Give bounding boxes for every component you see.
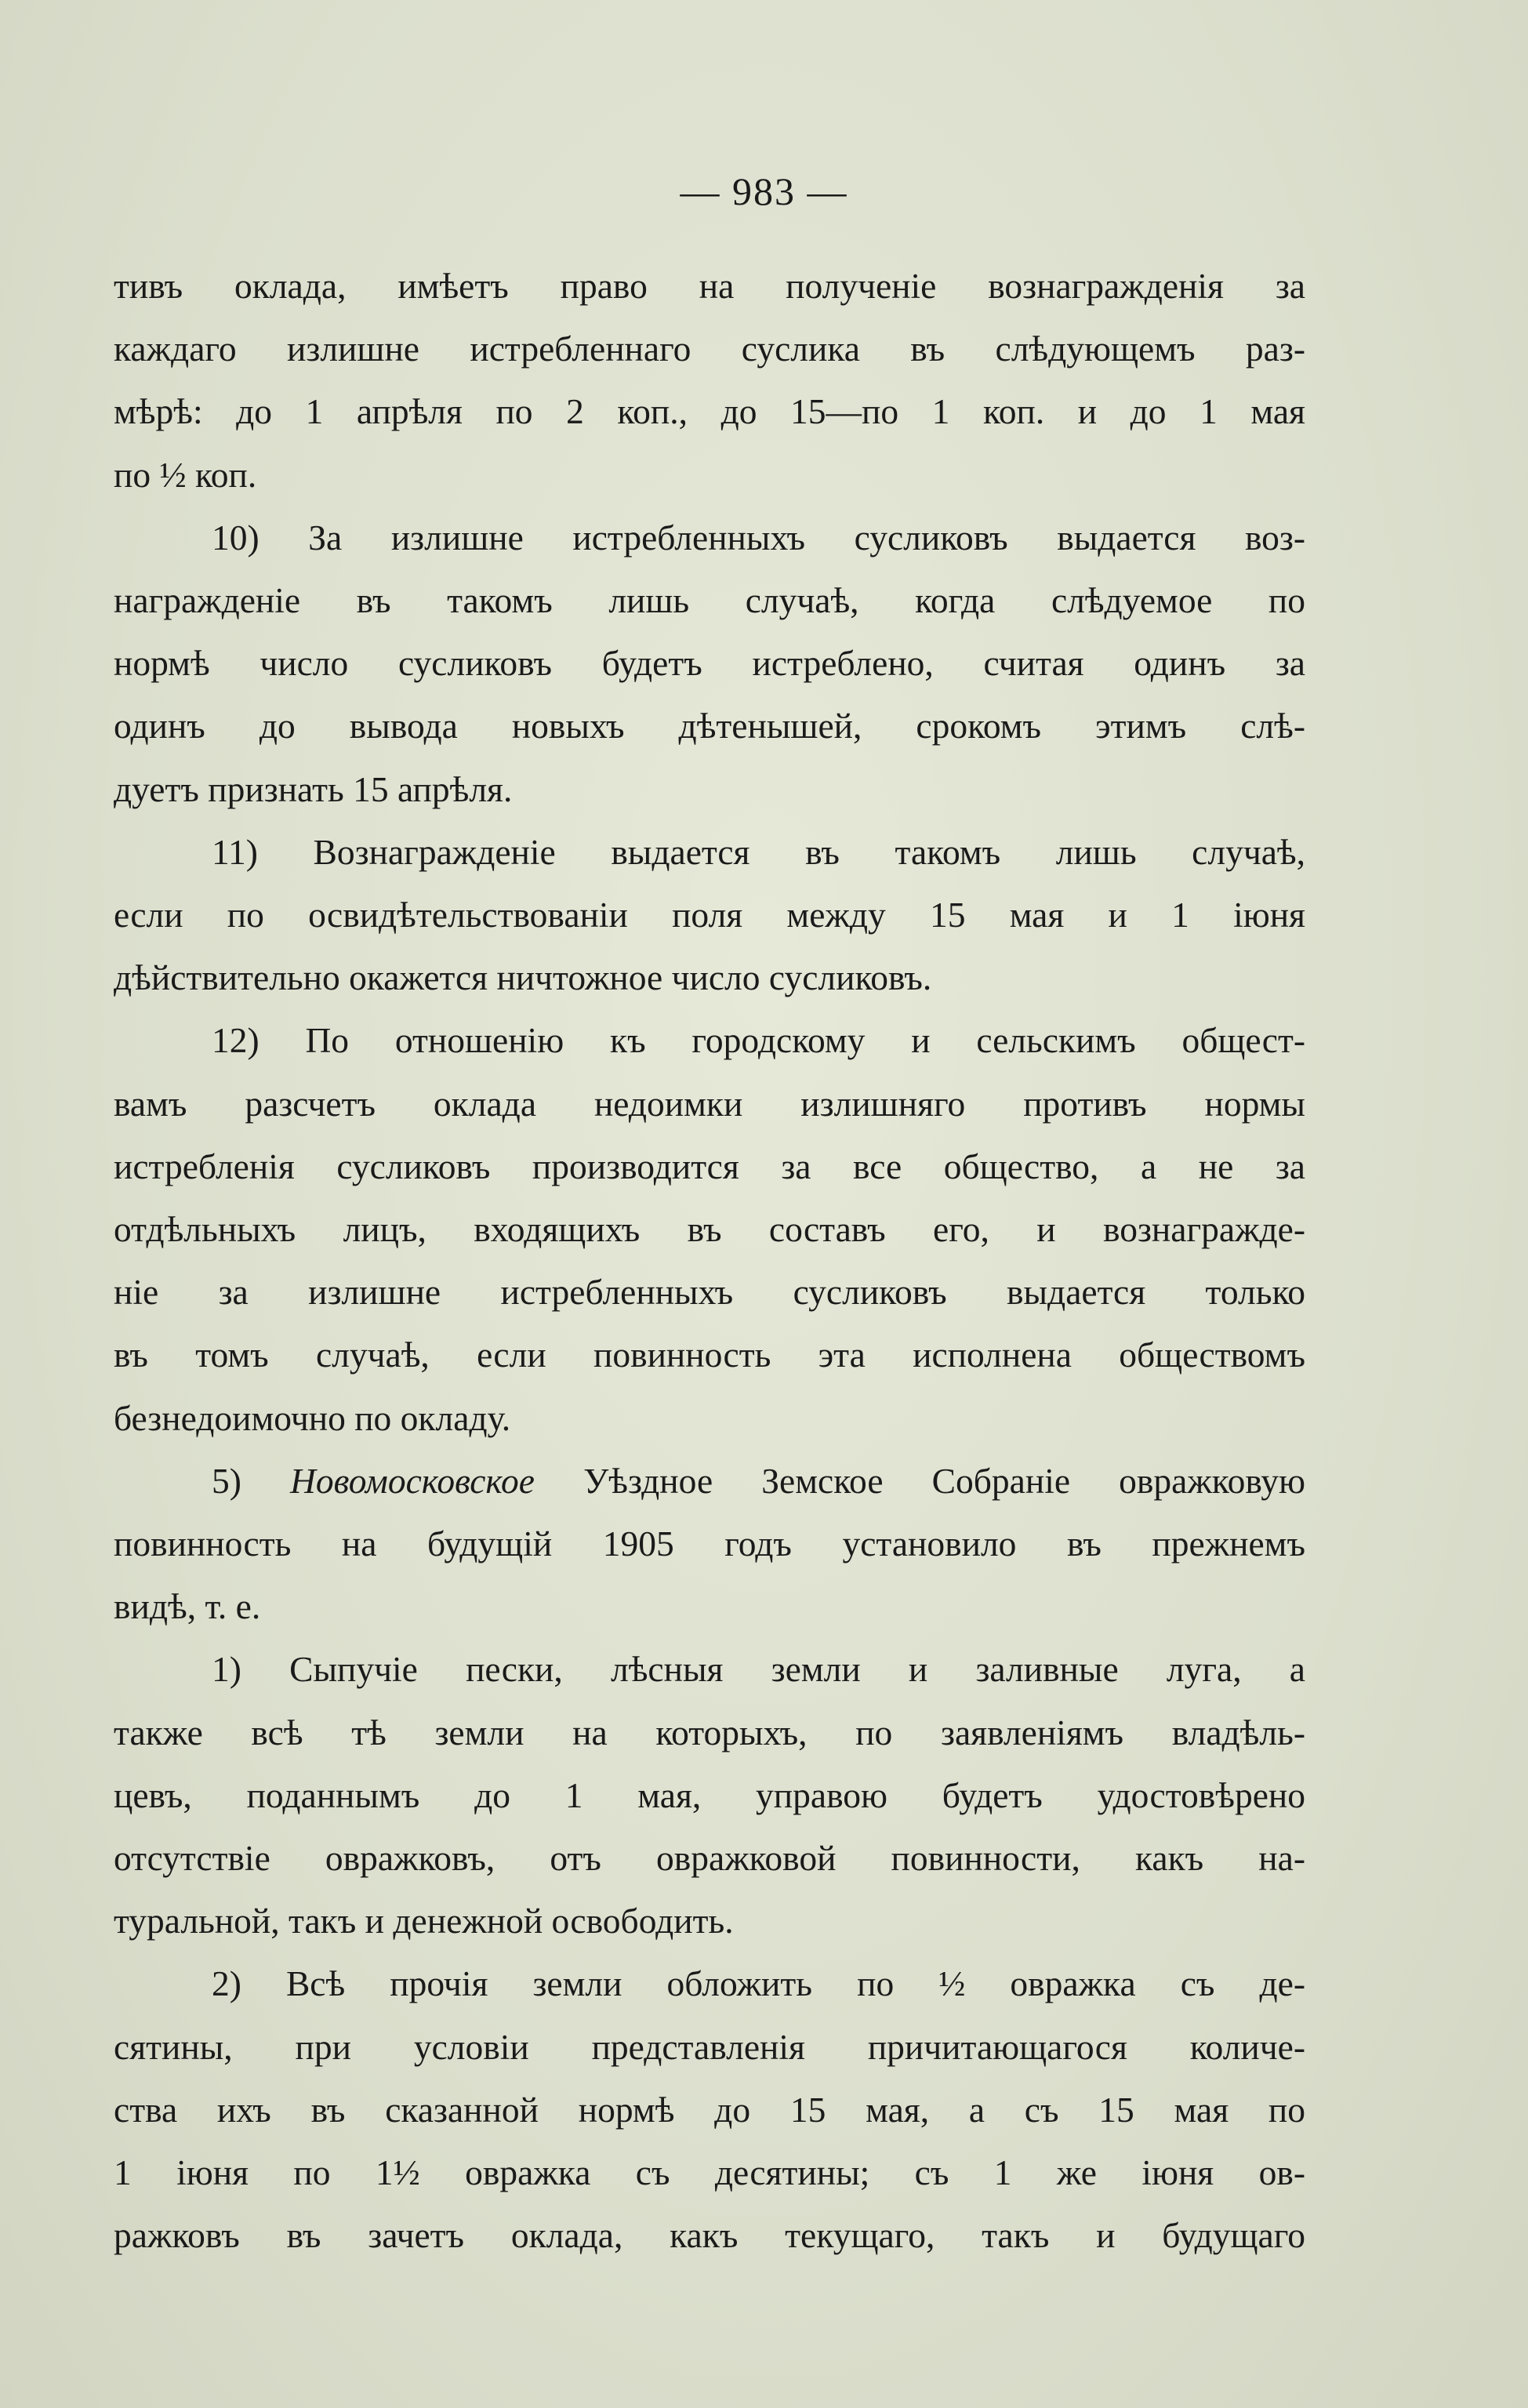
text-line: мѣрѣ: до 1 апрѣля по 2 коп., до 15—по 1 коп. и до 1 мая: [114, 391, 1305, 432]
text-line: 1 іюня по 1½ овражка съ десятины; съ 1 же іюня ов-: [114, 2152, 1305, 2193]
text-line: 10) За излишне истребленныхъ сусликовъ выдается воз-: [212, 517, 1305, 558]
italic-word: Новомосковское: [290, 1460, 535, 1501]
text-line: туральной, такъ и денежной освободить.: [114, 1901, 734, 1941]
text-line: истребленія сусликовъ производится за все общество, а не за: [114, 1146, 1305, 1186]
text-line: дѣйствительно окажется ничтожное число сусликовъ.: [114, 957, 932, 998]
text-line: отдѣльныхъ лицъ, входящихъ въ составъ его, и вознагражде-: [114, 1209, 1305, 1250]
text-line: дуетъ признать 15 апрѣля.: [114, 768, 513, 809]
text-line: 11) Вознагражденіе выдается въ такомъ лишь случаѣ,: [212, 831, 1305, 872]
text-line: цевъ, поданнымъ до 1 мая, управою будетъ удостовѣрено: [114, 1774, 1305, 1815]
text-line: 2) Всѣ прочія земли обложить по ½ овражка съ де-: [212, 1963, 1305, 2004]
text-line: ства ихъ въ сказанной нормѣ до 15 мая, а съ 15 мая по: [114, 2089, 1305, 2130]
text-line: также всѣ тѣ земли на которыхъ, по заявленіямъ владѣль-: [114, 1712, 1305, 1752]
text-line: ражковъ въ зачетъ оклада, какъ текущаго, такъ и будущаго: [114, 2215, 1305, 2256]
text-line-with-italic: 5) Новомосковское Уѣздное Земское Собраніе овражковую: [212, 1460, 1305, 1501]
text-line: въ томъ случаѣ, если повинность эта исполнена обществомъ: [114, 1335, 1305, 1375]
text-line: если по освидѣтельствованіи поля между 15 мая и 1 іюня: [114, 895, 1305, 935]
text-line: вамъ разсчетъ оклада недоимки излишняго противъ нормы: [114, 1083, 1305, 1124]
text-line: награжденіе въ такомъ лишь случаѣ, когда слѣдуемое по: [114, 580, 1305, 621]
text-line: видѣ, т. е.: [114, 1586, 261, 1627]
text-line: ніе за излишне истребленныхъ сусликовъ выдается только: [114, 1272, 1305, 1313]
text-line: отсутствіе овражковъ, отъ овражковой повинности, какъ на-: [114, 1838, 1305, 1879]
text-line: нормѣ число сусликовъ будетъ истреблено, считая одинъ за: [114, 643, 1305, 684]
text-line: каждаго излишне истребленнаго суслика въ слѣдующемъ раз-: [114, 329, 1305, 369]
text-line: одинъ до вывода новыхъ дѣтенышей, срокомъ этимъ слѣ-: [114, 706, 1305, 746]
text-line: тивъ оклада, имѣетъ право на полученіе вознагражденія за: [114, 266, 1305, 306]
text-line: сятины, при условіи представленія причитающагося количе-: [114, 2026, 1305, 2067]
body-text: [114, 255, 1305, 2268]
text-line: повинность на будущій 1905 годъ установило въ прежнемъ: [114, 1524, 1305, 1564]
text-line: безнедоимочно по окладу.: [114, 1397, 511, 1438]
text-line: 1) Сыпучіе пески, лѣсныя земли и заливные луга, а: [212, 1649, 1305, 1690]
page-number: — 983 —: [680, 169, 848, 213]
text-line: по ½ коп.: [114, 454, 257, 495]
text-line: 12) По отношенію къ городскому и сельскимъ общест-: [212, 1020, 1305, 1061]
